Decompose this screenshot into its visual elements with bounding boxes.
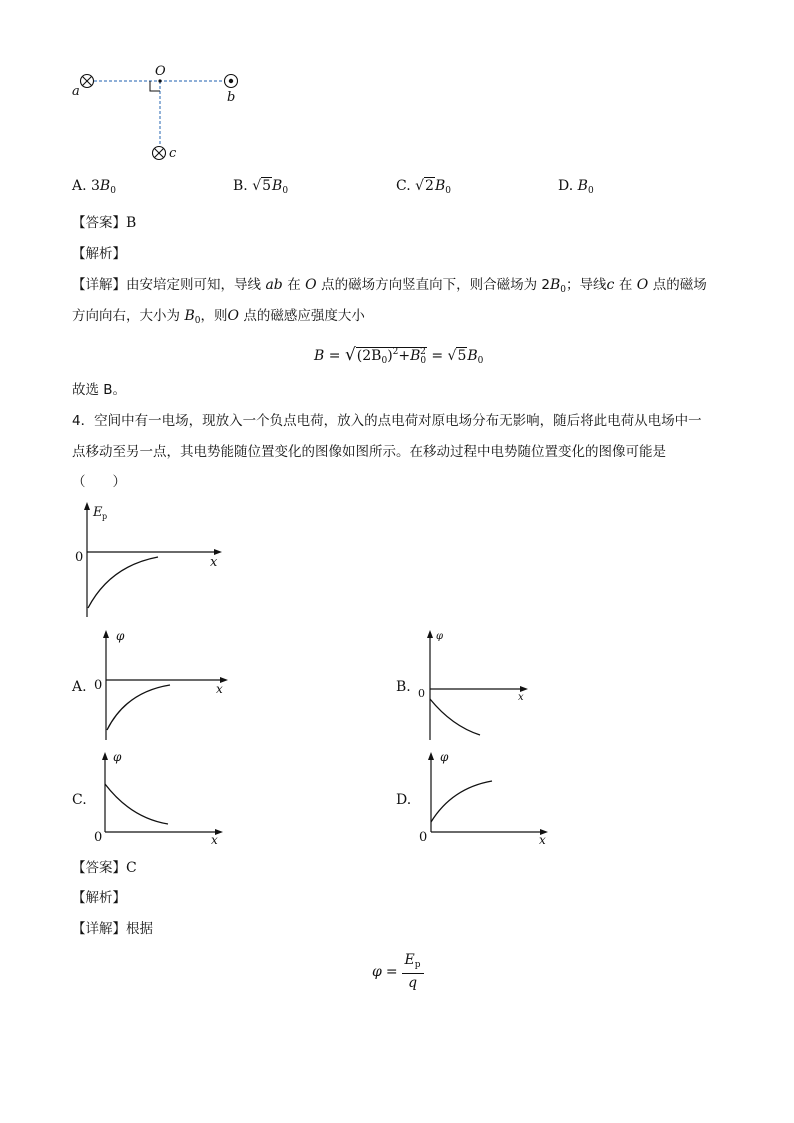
- detail-text: 在: [287, 277, 301, 293]
- wire-figure: [70, 60, 260, 170]
- point-o-dot: [158, 79, 161, 82]
- fraction-numerator: [402, 952, 424, 974]
- b-sub: 0: [560, 285, 567, 295]
- option-a-prefix: A. 3: [72, 178, 100, 194]
- y-axis-arrow-icon: [103, 630, 109, 638]
- formula-eq: =: [431, 348, 444, 364]
- answer-tag: 【答案】: [72, 215, 126, 231]
- formula-inner: (2B: [356, 348, 382, 364]
- option-d-sub: 0: [587, 186, 594, 196]
- formula-num: E: [404, 952, 415, 968]
- q3-formula: [314, 343, 483, 370]
- option-b-b: B: [272, 178, 283, 194]
- y-axis-arrow-icon: [84, 502, 90, 510]
- option-b-root: 5: [262, 178, 272, 194]
- q4-formula: [372, 952, 424, 992]
- phi-curve: [107, 685, 170, 730]
- q4-stem-line1: 4．空间中有一电场，现放入一个负点电荷，放入的点电荷对原电场分布无影响，随后将此电荷从电场中一: [72, 413, 702, 429]
- option-a-graph: [86, 628, 236, 743]
- zero-label: 0: [94, 678, 103, 693]
- detail-text: 方向向右，大小为: [72, 308, 180, 324]
- q3-answer-line: [72, 214, 136, 232]
- phi-label: φ: [436, 631, 444, 642]
- label-b: b: [227, 90, 236, 105]
- formula-plus: +: [398, 348, 411, 364]
- phi-label: φ: [440, 750, 449, 764]
- q4-analysis-tag: 【解析】: [72, 890, 126, 906]
- point-o-ref: O: [636, 277, 649, 293]
- detail-tag: 【详解】: [72, 277, 126, 293]
- option-d-graph: [412, 748, 562, 848]
- wire-b-out-of-page-icon: [225, 75, 238, 88]
- option-c-root: 2: [425, 178, 434, 194]
- q3-detail-line2: [72, 307, 365, 330]
- point-o-ref: O: [305, 277, 317, 293]
- label-c: c: [169, 146, 177, 161]
- phi-curve: [430, 699, 480, 735]
- option-b-prefix: B.: [233, 178, 248, 194]
- x-label: x: [211, 833, 218, 847]
- option-d-prefix: D.: [558, 178, 574, 194]
- right-angle-mark: [150, 81, 160, 91]
- q4-stem-line3: （ ）: [72, 474, 126, 490]
- option-c-b: B: [434, 178, 446, 194]
- option-d-b: B: [577, 178, 588, 194]
- ep-label: E: [93, 505, 103, 520]
- q3-option-b: [233, 177, 288, 200]
- b-sub: 0: [194, 316, 201, 326]
- q4-stem-line2: 点移动至另一点，其电势能随位置变化的图像如图所示。在移动过程中电势随位置变化的图像可能是: [72, 444, 666, 460]
- q3-detail-line1: [72, 276, 707, 299]
- wire-ab-ref: ab: [265, 277, 283, 293]
- q3-analysis-tag: 【解析】: [72, 246, 126, 262]
- y-axis-arrow-icon: [102, 752, 108, 760]
- formula-phi: φ: [372, 964, 382, 980]
- detail-text: ，则: [200, 308, 228, 324]
- option-c-prefix: C.: [396, 178, 411, 194]
- sqrt-icon: √: [344, 345, 356, 365]
- wire-a-into-page-icon: [81, 75, 94, 88]
- zero-label: 0: [75, 550, 84, 565]
- q3-option-d: [558, 177, 594, 200]
- detail-text: 根据: [126, 921, 153, 937]
- q3-option-a: [72, 177, 116, 200]
- x-label: x: [518, 692, 524, 703]
- wire-c-into-page-icon: [153, 147, 166, 160]
- x-label: x: [216, 682, 223, 696]
- q4-option-c-label: C.: [72, 792, 87, 808]
- wire-c-ref: c: [606, 277, 615, 293]
- q4-option-b-label: B.: [396, 679, 411, 695]
- fraction: [402, 952, 424, 992]
- detail-text: 在: [618, 277, 633, 293]
- q4-detail-line: [72, 920, 153, 938]
- y-axis-arrow-icon: [427, 630, 433, 638]
- ep-label-sub: p: [102, 512, 108, 521]
- detail-text: ；导线: [566, 277, 607, 293]
- option-b-sub: 0: [282, 186, 289, 196]
- b-symbol: B: [184, 308, 195, 324]
- q3-option-c: [396, 177, 451, 200]
- detail-text: 点的磁场: [652, 277, 707, 293]
- formula-eq: =: [328, 348, 341, 364]
- phi-label: φ: [116, 629, 125, 643]
- label-o: O: [155, 64, 166, 79]
- detail-tag: 【详解】: [72, 921, 126, 937]
- x-label: x: [539, 833, 546, 847]
- zero-label: 0: [419, 830, 428, 845]
- formula-sub: 0: [477, 356, 484, 366]
- zero-label: 0: [418, 687, 425, 700]
- formula-close: ): [387, 348, 393, 364]
- phi-curve: [431, 781, 492, 822]
- formula-eq: =: [385, 964, 398, 980]
- ep-x-graph: [70, 500, 230, 620]
- label-a: a: [72, 84, 80, 99]
- formula-sq: 2: [420, 347, 426, 357]
- formula-sub: 0: [420, 356, 427, 366]
- detail-text: 点的磁感应强度大小: [243, 308, 365, 324]
- sqrt-icon: √: [252, 178, 262, 194]
- radicand: [356, 347, 427, 364]
- option-b-graph: [412, 628, 537, 743]
- formula-b: B: [314, 348, 325, 364]
- sqrt-icon: √: [447, 348, 457, 364]
- formula-b0: B: [410, 348, 421, 364]
- formula-num-sub: p: [414, 960, 421, 970]
- y-axis-arrow-icon: [428, 752, 434, 760]
- formula-sub: 0: [381, 356, 388, 366]
- option-c-graph: [86, 748, 236, 848]
- option-c-sub: 0: [445, 186, 451, 196]
- q3-conclusion: 故选 B。: [72, 382, 127, 398]
- option-a-sub: 0: [110, 186, 116, 196]
- phi-curve: [105, 784, 168, 824]
- formula-root5: 5: [457, 348, 467, 364]
- detail-text: 点的磁场方向竖直向下，则合磁场为 2: [321, 277, 550, 293]
- q4-answer-line: [72, 859, 137, 877]
- formula-b0: B: [467, 348, 478, 364]
- phi-label: φ: [113, 750, 122, 764]
- sqrt-icon: √: [415, 178, 425, 194]
- answer-tag: 【答案】: [72, 860, 126, 876]
- fraction-denominator: q: [408, 975, 418, 991]
- answer-value: B: [126, 215, 137, 231]
- b-symbol: B: [550, 277, 561, 293]
- formula-sq: 2: [392, 347, 399, 357]
- ep-curve: [88, 557, 158, 608]
- zero-label: 0: [94, 830, 103, 845]
- detail-text: 由安培定则可知，导线: [126, 277, 261, 293]
- q4-option-d-label: D.: [396, 792, 412, 808]
- x-label: x: [210, 555, 218, 570]
- point-o-ref: O: [227, 308, 239, 324]
- option-a-b: B: [99, 178, 111, 194]
- answer-value: C: [126, 860, 137, 876]
- q4-option-a-label: A.: [72, 679, 87, 695]
